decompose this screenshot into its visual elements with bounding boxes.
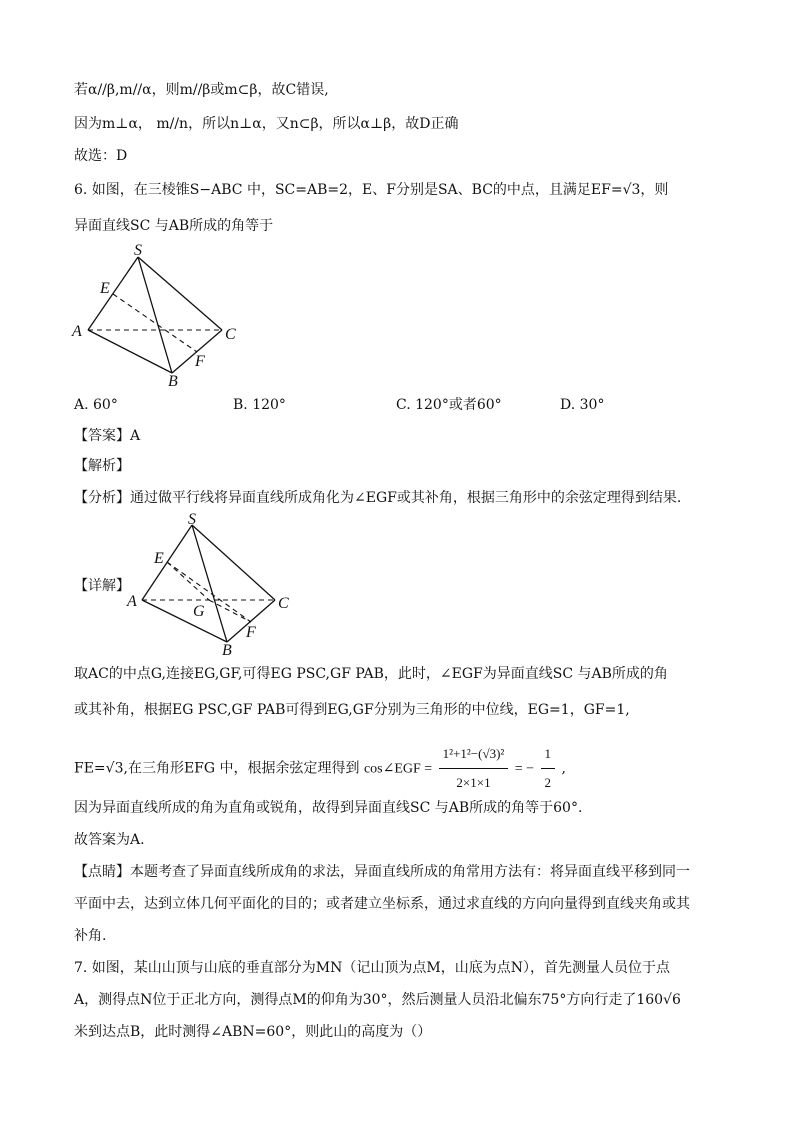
- comment-line: 平面中去，达到立体几何平面化的目的；或者建立坐标系，通过求直线的方向向量得到直线夹角或其: [74, 896, 690, 912]
- detail-heading: 【详解】: [74, 578, 130, 594]
- question-7-stem-cont: A，测得点N位于正北方向，测得点M的仰角为30°，然后测量人员沿北偏东75°方向行走了160√6: [74, 992, 681, 1008]
- detail-line: 或其补角，根据EG PSC,GF PAB可得到EG,GF分别为三角形的中位线，EG=1，GF=1,: [74, 702, 630, 718]
- comment-line: 补角.: [74, 928, 107, 944]
- question-6-stem-cont: 异面直线SC 与AB所成的角等于: [74, 218, 274, 234]
- half-fraction: [541, 742, 556, 795]
- analysis-text: 【分析】通过做平行线将异面直线所成角化为∠EGF或其补角，根据三角形中的余弦定理得到结果.: [74, 490, 682, 506]
- point-label-f: F: [246, 624, 256, 641]
- vertex-label-b: B: [168, 373, 178, 390]
- vertex-label-b: B: [222, 642, 232, 657]
- detail-line: 故答案为A.: [74, 832, 145, 848]
- half-denominator: 2: [544, 775, 552, 790]
- text-line: 因为m⊥α， m//n，所以n⊥α，又n⊂β，所以α⊥β，故D正确: [74, 116, 459, 132]
- vertex-label-s: S: [188, 512, 196, 528]
- result-equals: = −: [514, 761, 535, 777]
- vertex-label-c: C: [278, 595, 289, 612]
- detail-line: 取AC的中点G,连接EG,GF,可得EG PSC,GF PAB，此时，∠EGF为异面直线SC 与AB所成的角: [74, 666, 668, 682]
- point-label-g: G: [193, 603, 205, 620]
- half-numerator: 1: [541, 742, 556, 769]
- formula-tail: ,: [561, 760, 566, 777]
- question-7-stem: 7. 如图，某山山顶与山底的垂直部分为MN（记山顶为点M，山底为点N），首先测量人员位于点: [74, 960, 670, 976]
- fraction-numerator: 1²+1²−(√3)²: [439, 742, 509, 769]
- pyramid-figure-2: [125, 512, 295, 657]
- vertex-label-s: S: [134, 242, 142, 259]
- vertex-label-c: C: [225, 326, 236, 343]
- detail-formula-line: [74, 742, 566, 795]
- detail-line: 因为异面直线所成的角为直角或锐角，故得到异面直线SC 与AB所成的角等于60°.: [74, 800, 583, 816]
- option-a: A. 60°: [74, 397, 118, 413]
- point-label-f: F: [195, 353, 205, 370]
- text-line: 故选：D: [74, 148, 128, 164]
- option-c: C. 120°或者60°: [396, 397, 502, 413]
- text-line: 若α//β,m//α，则m//β或m⊂β，故C错误,: [74, 82, 329, 98]
- question-6-stem: 6. 如图，在三棱锥S−ABC 中，SC=AB=2，E、F分别是SA、BC的中点，且满足EF=√3，则: [74, 182, 669, 198]
- detail-formula-lead: FE=√3,在三角形EFG 中，根据余弦定理得到: [74, 760, 360, 777]
- point-label-e: E: [154, 550, 164, 567]
- cos-expression: cos∠EGF =: [363, 761, 433, 777]
- point-label-e: E: [100, 280, 110, 297]
- option-b: B. 120°: [233, 397, 286, 413]
- answer-heading: 【答案】A: [74, 428, 141, 444]
- analysis-heading: 【解析】: [74, 458, 130, 474]
- fraction-denominator: 2×1×1: [456, 775, 491, 790]
- pyramid-figure-1: [70, 240, 250, 390]
- vertex-label-a: A: [127, 593, 137, 610]
- question-7-stem-cont: 米到达点B，此时测得∠ABN=60°，则此山的高度为（）: [74, 1024, 432, 1040]
- cos-fraction: [439, 742, 509, 795]
- option-d: D. 30°: [560, 397, 605, 413]
- vertex-label-a: A: [72, 323, 82, 340]
- comment-line: 【点睛】本题考查了异面直线所成角的求法，异面直线所成的角常用方法有：将异面直线平移到同一: [74, 864, 690, 880]
